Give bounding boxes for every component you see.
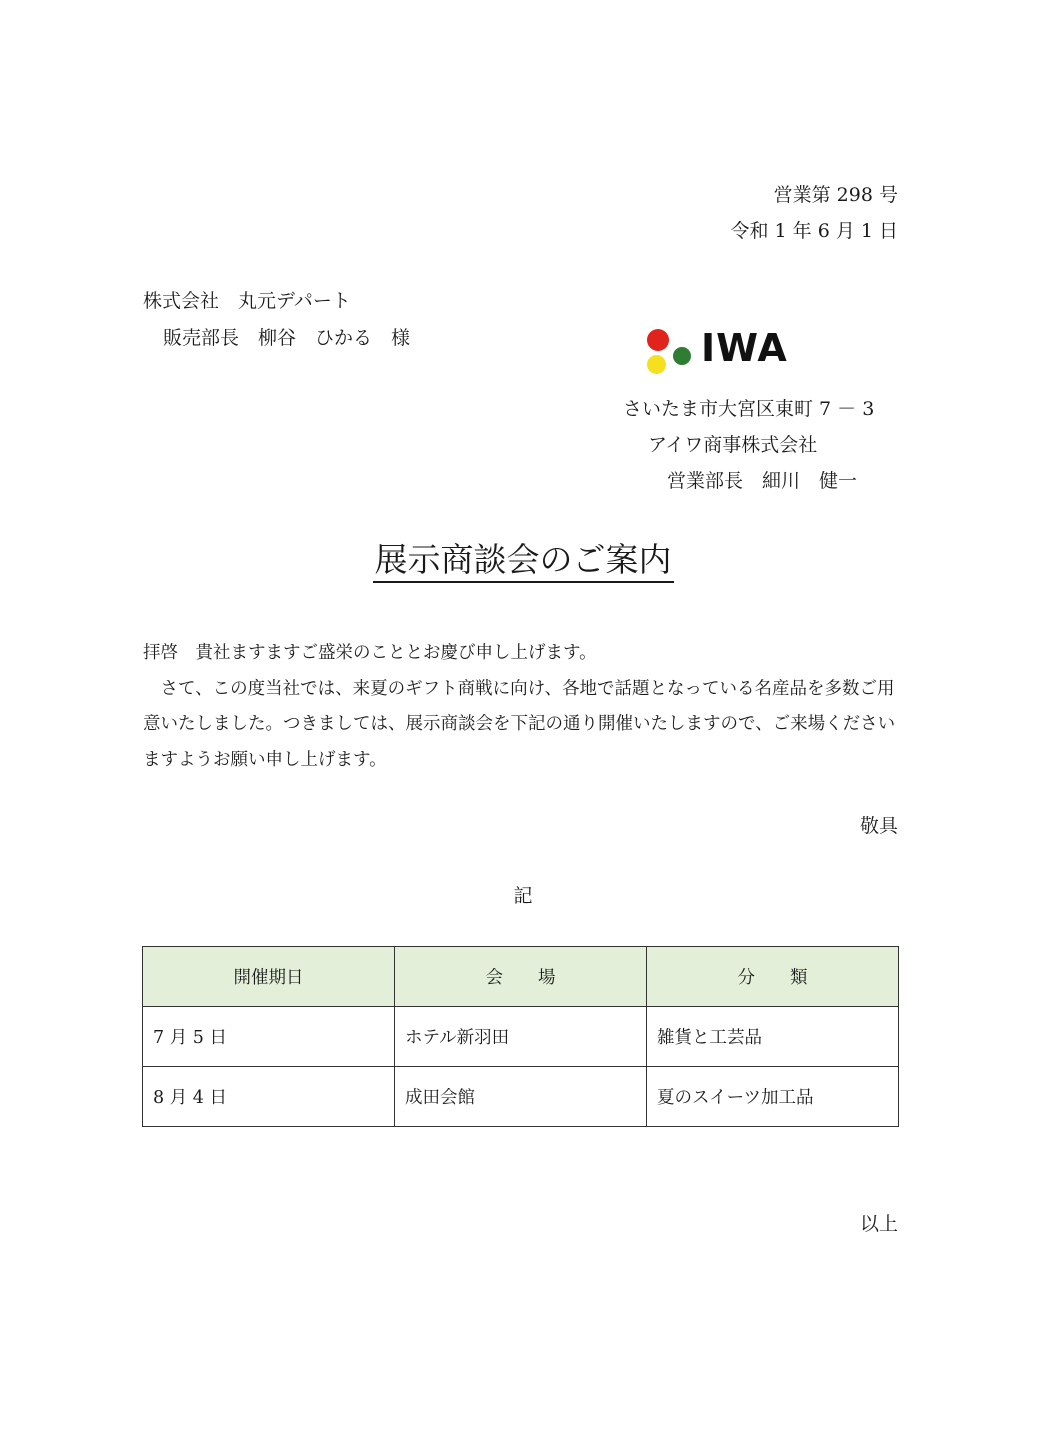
end-mark: 以上 [859,1213,898,1235]
ki-heading: 記 [513,885,533,907]
sender-person: 営業部長 細川 健一 [667,470,858,492]
document-title-text: 展示商談会のご案内 [373,540,674,583]
document-number: 営業第 298 号 [773,184,898,206]
document-date: 令和 1 年 6 月 1 日 [730,220,898,242]
document-title [0,540,1046,580]
table-header-row [143,947,899,1007]
sender-address: さいたま市大宮区東町 7 － 3 [623,398,875,420]
schedule-table [142,946,899,1127]
cell-date: 8 月 4 日 [143,1067,395,1127]
recipient-person: 販売部長 柳谷 ひかる 様 [163,327,411,349]
header-venue: 会 場 [395,947,647,1007]
cell-venue: 成田会館 [395,1067,647,1127]
header-date: 開催期日 [143,947,395,1007]
greeting: 拝啓 貴社ますますご盛栄のこととお慶び申し上げます。 [143,643,597,663]
cell-date: 7 月 5 日 [143,1007,395,1067]
logo-yellow-dot-icon [647,355,666,374]
cell-category: 夏のスイーツ加工品 [647,1067,899,1127]
logo-text: IWA [701,326,788,370]
company-logo [645,325,795,379]
header-category: 分 類 [647,947,899,1007]
recipient-company: 株式会社 丸元デパート [143,290,351,312]
logo-green-dot-icon [673,347,691,365]
logo-red-dot-icon [647,329,669,351]
main-paragraph: さて、この度当社では、来夏のギフト商戦に向け、各地で話題となっている名産品を多数ご用意いたしました。つきましては、展示商談会を下記の通り開催いたしますので、ご来場くださいますようお願い申し上げます。 [143,678,896,770]
table-row [143,1067,899,1127]
body-text [143,636,900,778]
closing-phrase: 敬具 [859,815,898,837]
cell-venue: ホテル新羽田 [395,1007,647,1067]
cell-category: 雑貨と工芸品 [647,1007,899,1067]
sender-company: アイワ商事株式会社 [648,434,818,456]
table-row [143,1007,899,1067]
